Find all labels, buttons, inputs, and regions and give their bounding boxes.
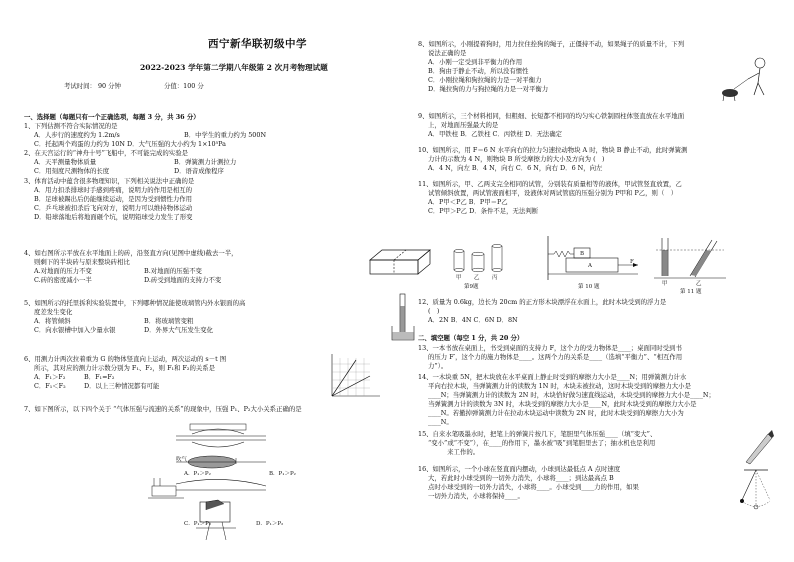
force-f-label: F [630, 259, 634, 265]
q8-option-b: B．狗由于静止不动，所以没有惯性 [428, 67, 529, 75]
q11-stem: 11、如图所示，甲、乙两支完全相同的试管，分别装有质量相等的液体，甲试管竖直放置，乙 [418, 180, 682, 188]
q12-stem: 12、质量为 0.6kg，边长为 20cm 的正方形木块漂浮在水面上，此时木块受到的浮力是 [418, 298, 667, 306]
q14-line-1: 14、一木块重 5N，把木块放在水平桌面上静止时受到的摩擦力大小是____N；用弹簧测力计水 [418, 373, 687, 381]
q16-line-4: 一切外力消失，小球将保持____。 [428, 492, 524, 500]
q4-option-b: B.对地面的压强不变 [144, 267, 202, 275]
q9-stem-2: 上，对地面压强最大的是 [428, 121, 499, 129]
q14-line-3: ____N；当弹簧测力计的读数为 2N 时，木块恰好做匀速直线运动，木块受到的摩擦力大小是____N； [428, 391, 715, 399]
q1-option-b: B．中学生的重力约为 500N [184, 131, 267, 139]
q1-option-a: A．人步行的速度约为 1.2m/s [34, 131, 120, 139]
q3-option-b: B．足球被踢出后仍能继续运动，是因为受到惯性力作用 [34, 195, 193, 203]
q5-option-a: A．将管倾斜 [34, 317, 71, 325]
q7-option-d: D．P₁＞P₂ [256, 521, 284, 527]
exam-time: 考试时间： 90 分钟 [64, 82, 121, 90]
q16-line-1: 16、如图所示，一个小球在竖直面内摆动，小球到达最低点 A 点时速度 [418, 465, 621, 473]
block-a-label: A [588, 263, 592, 269]
q6-stem: 6、用测力计两次拉着重为 G 的物体竖直向上运动，两次运动的 s－t 图 [24, 355, 227, 363]
q7-option-a: A．P₁＞P₂ [184, 471, 211, 477]
q7-option-b: B．P₁＞P₂ [269, 471, 296, 477]
q11-option-cd: C．P甲＞P乙 D．条件不足，无法判断 [428, 207, 539, 215]
q8-option-a: A．小刚一定受到非平衡力的作用 [428, 58, 523, 66]
q1-option-cd: C．托起两个鸡蛋的力约为 10N D．大气压强的大小约为 1×10⁵Pa [34, 140, 226, 148]
q6-option-b: B．F₁=F₂ [84, 373, 115, 381]
q2-stem: 2、在天宫运行的“神舟十号”飞船中，不可能完成的实验是 [24, 149, 188, 157]
q14-line-2: 平向右拉木块，当弹簧测力计的读数为 1N 时，木块未被拉动，这时木块受到的摩擦力大小是 [428, 382, 691, 390]
cyl-label-jia: 甲 [456, 275, 462, 281]
st-graph-figure [326, 352, 382, 400]
q1-stem: 1、下列估测不符合实际情况的是 [24, 122, 118, 130]
q13-line-2: 的压力 F′，这个力的施力物体是____。这两个力的关系是____（选填“平衡力”、“相互作用 [428, 353, 683, 361]
q6-option-a: A．F₁＞F₂ [34, 373, 66, 381]
q11-option-ab: A．P甲＜P乙 B．P甲＝P乙 [428, 198, 508, 206]
q5-option-b: B．将玻璃管变粗 [144, 317, 194, 325]
school-title: 西宁新华联初级中学 [208, 38, 307, 50]
fig11-caption: 第 11 题 [680, 289, 702, 295]
pen-figure [742, 428, 776, 466]
q2-option-d: D．语音成像程序 [174, 167, 224, 175]
q3-option-a: A．用力扣杀排球时手感到疼痛，说明力的作用是相互的 [34, 186, 192, 194]
q10-stem: 10、如图所示，用 F＝6 N 水平向右的拉力匀速拉动物块 A 时，物块 B 静止不动，此时弹簧测 [418, 146, 688, 154]
fig10-caption: 第 10 题 [578, 284, 600, 290]
torricelli-figure [390, 292, 418, 344]
q5-stem: 5、如图所示的托里拆利实验装置中，下列哪种情况能使玻璃管内外水银面的高 [24, 299, 246, 307]
q2-option-c: C．用刻度尺测物体的长度 [34, 167, 110, 175]
q2-option-a: A．天平测量物体质量 [34, 158, 97, 166]
cyl-label-bing: 丙 [492, 275, 498, 281]
exam-score: 分值：100 分 [164, 82, 204, 90]
q16-line-2: 大，若此时小球受到的一切外力消失，小球将____；到达最高点 B [428, 474, 614, 482]
q15-line-3: 来工作的。 [428, 448, 480, 456]
q7-blow-label: 吹气 [176, 457, 188, 463]
q7-stem: 7、如下图所示，以下四个关于 “气体压强与流速的关系”的现象中，压强 P₁、P₂大小关系正确的是 [24, 405, 302, 413]
brick-figure [368, 248, 434, 278]
tube-jia-label: 甲 [662, 281, 668, 287]
q5-stem-2: 度差发生变化 [34, 308, 73, 316]
q16-line-3: 点时小球受到的一切外力消失，小球将____。小球受到____力的作用，如果 [428, 483, 639, 491]
test-tubes-figure [654, 230, 728, 286]
q8-option-c: C．小刚拉绳和狗拉绳的力是一对平衡力 [428, 76, 542, 84]
q12-stem-2: ( ) [428, 307, 440, 315]
q5-option-d: D．外界大气压发生变化 [144, 326, 214, 334]
q14-line-5: ____N。若撤掉弹簧测力计在拉动木块运动中读数为 2N 时，此时木块受到的摩擦力大小为 [428, 409, 684, 417]
q14-line-6: ____N。 [428, 418, 453, 426]
q8-stem-2: 说法正确的是 [428, 49, 467, 57]
q3-option-d: D．铅球落地后将地面砸个坑，说明铅球受力发生了形变 [34, 213, 193, 221]
paper-blowing-figure [146, 474, 188, 500]
q13-line-3: 力”）。 [428, 362, 448, 370]
q9-stem: 9、如图所示，三个材料相同，但粗细、长短都不相同的均匀实心铁制圆柱体竖直放在水平地面 [418, 112, 685, 120]
q12-options: A．2N B．4N C．6N D．8N [428, 316, 518, 324]
section2-title: 二、填空题（每空 1 分，共 20 分） [418, 334, 524, 342]
q2-option-b: B．弹簧测力计测拉力 [174, 158, 237, 166]
q15-line-2: “变小”或“不变”），在____的作用下，墨水被“吸”到笔胆里去了；抽水机也是利用 [428, 439, 656, 447]
q10-options: A．4 N，向左 B．4 N，向右 C．6 N，向右 D．6 N，向左 [428, 164, 603, 172]
exam-title: 2022-2023 学年第二学期八年级第 2 次月考物理试题 [140, 63, 328, 72]
q3-option-c: C．乒乓球被扣杀后飞向对方，说明力可以维持物体运动 [34, 204, 193, 212]
section1-title: 一、选择题（每题只有一个正确选项，每题 3 分，共 36 分） [24, 113, 200, 121]
q14-line-4: 当弹簧测力计的读数为 3N 时，木块受到的摩擦力大小是____N，此时木块受到的摩擦力大小是 [428, 400, 697, 408]
block-b-label: B [580, 251, 585, 257]
q6-option-c: C．F₁＜F₂ [34, 382, 66, 390]
q11-stem-2: 试管倾斜放置，两试管液面相平，设液体对两试管底的压强分别为 P甲和 P乙，则（ ） [428, 189, 678, 197]
pendulum-figure [736, 468, 776, 514]
q13-line-1: 13、一本书放在桌面上，书受到桌面的支持力 F，这个力的受力物体是____；桌面同时受到书 [418, 344, 682, 352]
q8-option-d: D．绳拉狗的力与狗拉绳的力是一对平衡力 [428, 85, 549, 93]
boy-dog-figure [720, 55, 776, 105]
q5-option-c: C．向水银槽中加入少量水银 [34, 326, 116, 334]
q4-option-c: C.砖的密度减小一半 [34, 276, 92, 284]
q6-stem-2: 所示，其对应的测力计示数分别为 F₁、F₂，则 F₁和 F₂的关系是 [34, 364, 216, 372]
q7-option-c: C．P₁＞P₂ [184, 521, 212, 527]
q3-stem: 3、体育活动中蕴含很多物理知识，下列相关说法中正确的是 [24, 177, 195, 185]
q4-option-a: A.对地面的压力不变 [34, 267, 92, 275]
q10-stem-2: 力计的示数为 4 N，则物块 B 所受摩擦力的大小及方向为 ( ) [428, 155, 605, 163]
q9-options: A．甲铁柱 B．乙铁柱 C．丙铁柱 D．无法确定 [428, 130, 563, 138]
fig9-caption: 第9题 [464, 284, 479, 290]
q6-option-d: D．以上三种情况都有可能 [84, 382, 160, 390]
q4-stem: 4、如右图所示平放在水平地面上的砖，沿竖直方向(见图中虚线)截去一半， [24, 249, 238, 257]
q8-stem: 8、如图所示，小刚提着狗时，用力拉住拴狗的绳子，正僵持不动，如果绳子的质量不计，下列 [418, 40, 685, 48]
cyl-label-yi: 乙 [474, 275, 480, 281]
tube-yi-label: 乙 [696, 281, 702, 287]
q15-line-1: 15、自来水笔吸墨水时，把笔上的弹簧片按几下，笔胆里气体压强____（填“变大”、 [418, 430, 657, 438]
friction-figure [544, 234, 640, 286]
q4-option-d: D.砖受到地面的支持力不变 [144, 276, 222, 284]
q4-stem-2: 则剩下的半块砖与原来整块砖相比 [34, 258, 130, 266]
